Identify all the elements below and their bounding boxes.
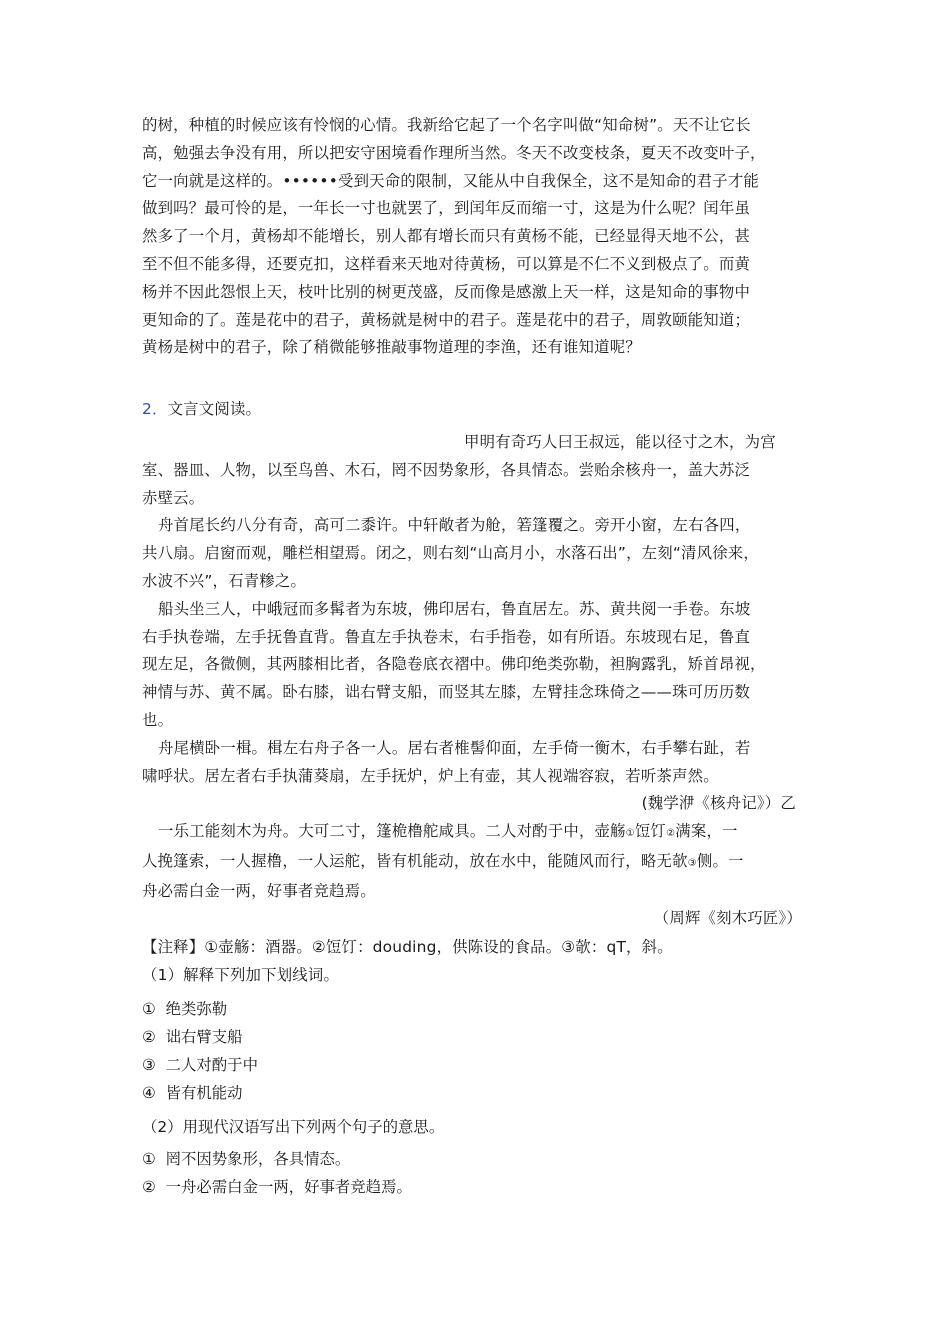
passage-line: 它一向就是这样的。••••••受到天命的限制，又能从中自我保全，这不是知命的君子才能 — [142, 171, 759, 190]
passage-1 — [142, 112, 814, 362]
question-2-heading — [142, 396, 814, 424]
passage-line: 舟首尾长约八分有奇，高可二黍许。中轩敞者为舱，箬篷覆之。旁开小窗，左右各四， — [158, 516, 751, 535]
passage-line: 共八扇。启窗而观，雕栏相望焉。闭之，则右刻“山高月小，水落石出”，左刻“清风徐来， — [142, 544, 759, 563]
footnote-mark: ③ — [687, 857, 697, 869]
passage-line: 水波不兴”，石青糁之。 — [142, 571, 307, 590]
passage-line: 杨并不因此怨恨上天，枝叶比别的树更茂盛，反而像是感激上天一样，这是知命的事物中 — [142, 282, 751, 301]
list-item: ② 诎右臂支船 — [142, 1028, 243, 1046]
passage-line: 甲明有奇巧人曰王叔远，能以径寸之木，为宫 — [464, 433, 776, 451]
passage-jia — [142, 429, 814, 818]
passage-line: 神情与苏、黄不属。卧右膝，诎右臂支船，而竖其左膝，左臂挂念珠倚之——珠可历历数 — [142, 683, 751, 702]
footnote-mark: ① — [625, 828, 635, 839]
question-number: 2． — [142, 400, 168, 418]
source-citation-jia: (魏学洢《核舟记》）乙 — [641, 794, 796, 813]
footnote-mark: ② — [666, 828, 676, 839]
passage-line: 高，勉强去争没有用，所以把安守困境看作理所当然。冬天不改变枝条，夏天不改变叶子， — [142, 143, 766, 162]
passage-line: 室、器皿、人物，以至鸟兽、木石，罔不因势象形，各具情态。尝贻余核舟一，盖大苏泛 — [142, 460, 751, 479]
passage-line: 右手执卷端，左手抚鲁直背。鲁直左手执卷末，右手指卷，如有所语。东坡现右足，鲁直 — [142, 627, 751, 646]
notes — [142, 934, 814, 990]
passage-line: 然多了一个月，黄杨却不能增长，别人都有增长而只有黄杨不能，已经显得天地不公，甚 — [142, 227, 751, 246]
passage-line: 赤壁云。 — [142, 488, 205, 507]
list-item: ① 绝类弥勒 — [142, 1000, 228, 1018]
passage-line: 至不但不能多得，还要克扣，这样看来天地对待黄杨，可以算是不仁不义到极点了。而黄 — [142, 254, 751, 273]
sub-question-2-prompt: （2）用现代汉语写出下列两个句子的意思。 — [142, 1118, 445, 1136]
passage-line: 人挽篷索，一人握橹，一人运舵，皆有机能动，放在水中，能随风而行，略无欹③侧。一 — [142, 851, 744, 870]
passage-line: 也。 — [142, 710, 174, 729]
list-item: ④ 皆有机能动 — [142, 1084, 243, 1102]
passage-yi — [142, 818, 814, 933]
source-citation-yi: （周辉《刻木巧匠》） — [653, 909, 802, 928]
sub-question-1-prompt: （1）解释下列加下划线词。 — [142, 965, 340, 984]
passage-line: 做到吗？最可怜的是，一年长一寸也就罢了，到闰年反而缩一寸，这是为什么呢？闰年虽 — [142, 199, 751, 218]
passage-line: 黄杨是树中的君子，除了稍微能够推敲事物道理的李渔，还有谁知道呢？ — [142, 338, 641, 357]
question-title: 文言文阅读。 — [167, 400, 262, 418]
passage-line: 船头坐三人，中峨冠而多髯者为东坡，佛印居右，鲁直居左。苏、黄共阅一手卷。东坡 — [158, 599, 751, 618]
passage-line: 一乐工能刻木为舟。大可二寸，篷桅橹舵咸具。二人对酌于中，壶觞①饾饤②满案，一 — [158, 822, 738, 840]
passage-line: 啸呼状。居左者右手执蒲葵扇，左手抚炉，炉上有壶，其人视端容寂，若听茶声然。 — [142, 766, 719, 785]
passage-line: 更知命的了。莲是花中的君子，黄杨就是树中的君子。莲是花中的君子，周敦颐能知道； — [142, 310, 751, 329]
notes-text: 【注释】①壶觞：酒器。②饾饤：douding，供陈设的食品。③欹：qT，斜。 — [142, 938, 673, 956]
list-item: ③ 二人对酌于中 — [142, 1056, 258, 1074]
list-item: ② 一舟必需白金一两，好事者竞趋焉。 — [142, 1178, 412, 1196]
passage-line: 舟必需白金一两，好事者竞趋焉。 — [142, 881, 376, 900]
passage-line: 现左足，各微侧，其两膝相比者，各隐卷底衣褶中。佛印绝类弥勒，袒胸露乳，矫首昂视， — [142, 655, 766, 674]
passage-line: 舟尾横卧一楫。楫左右舟子各一人。居右者椎髻仰面，左手倚一衡木，右手攀右趾，若 — [158, 738, 751, 757]
list-item: ① 罔不因势象形，各具情态。 — [142, 1150, 351, 1168]
passage-line: 的树，种植的时候应该有怜悯的心情。我新给它起了一个名字叫做“知命树”。天不让它长 — [142, 116, 751, 134]
